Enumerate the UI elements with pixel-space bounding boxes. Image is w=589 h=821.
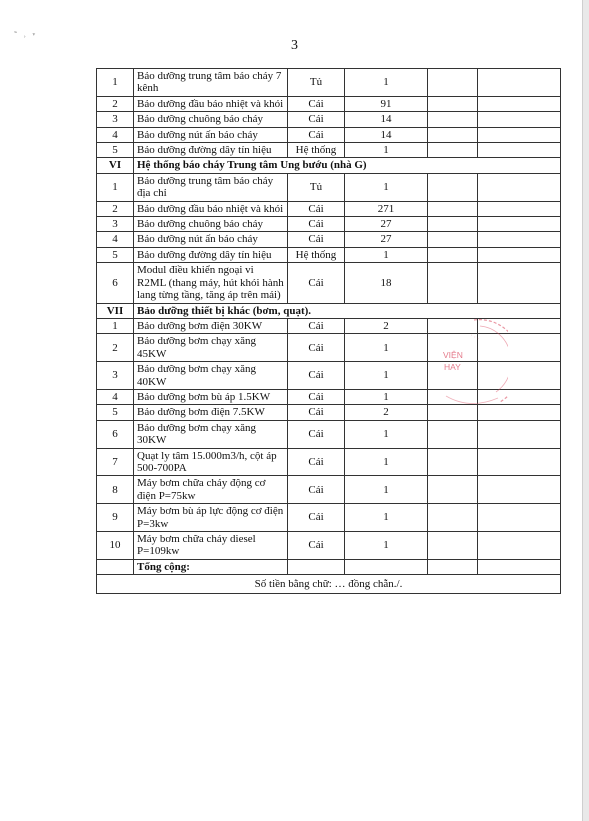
table-row [97,263,561,303]
row-number: 5 [97,247,134,262]
unit-price [428,201,478,216]
table-row [97,476,561,504]
section-title: Hệ thống báo cháy Trung tâm Ung bướu (nhà G) [134,158,561,173]
item-name: Bảo dưỡng chuông báo cháy [134,217,288,232]
item-name: Bảo dưỡng đầu báo nhiệt và khói [134,96,288,111]
unit: Tủ [288,69,345,97]
unit: Cái [288,201,345,216]
total-label: Tổng cộng: [134,559,288,574]
amount [478,112,561,127]
row-number: 2 [97,96,134,111]
item-name: Modul điều khiển ngoại vi R2ML (thang máy, hút khói hành lang từng tầng, tăng áp trên mái) [134,263,288,303]
amount [478,69,561,97]
stamp-text: HAY [444,362,461,372]
quantity: 91 [345,96,428,111]
unit-price [428,143,478,158]
unit-price [428,420,478,448]
total-empty [288,559,345,574]
red-stamp [440,318,508,410]
unit-price [428,96,478,111]
amount [478,201,561,216]
row-number: 7 [97,448,134,476]
unit-price [428,112,478,127]
amount-in-words-row [97,575,561,594]
table-row [97,532,561,560]
scan-speck: ˜ ˒ ᵛ [14,30,38,40]
row-number: 6 [97,420,134,448]
amount [478,143,561,158]
item-name: Bảo dưỡng bơm bù áp 1.5KW [134,389,288,404]
table-row [97,112,561,127]
unit: Cái [288,112,345,127]
quantity: 1 [345,476,428,504]
item-name: Bảo dưỡng trung tâm báo cháy 7 kênh [134,69,288,97]
row-number: 6 [97,263,134,303]
item-name: Bảo dưỡng chuông báo cháy [134,112,288,127]
item-name: Máy bơm chữa cháy động cơ điện P=75kw [134,476,288,504]
unit-price [428,232,478,247]
row-number: 4 [97,127,134,142]
item-name: Máy bơm chữa cháy diesel P=109kw [134,532,288,560]
unit: Cái [288,217,345,232]
amount-in-words: Số tiền bằng chữ: … đồng chẵn./. [97,575,561,594]
item-name: Bảo dưỡng đường dây tín hiệu [134,247,288,262]
stamp-text: VIỆN [443,350,463,360]
table-row [97,448,561,476]
item-name: Bảo dưỡng trung tâm báo cháy địa chỉ [134,173,288,201]
item-name: Bảo dưỡng bơm điện 7.5KW [134,405,288,420]
unit-price [428,532,478,560]
quantity: 1 [345,420,428,448]
unit-price [428,69,478,97]
item-name: Máy bơm bù áp lực động cơ điện P=3kw [134,504,288,532]
amount [478,532,561,560]
item-name: Bảo dưỡng bơm chạy xăng 40KW [134,362,288,390]
amount [478,263,561,303]
quantity: 1 [345,173,428,201]
row-number: 5 [97,143,134,158]
table-row [97,217,561,232]
row-number: 2 [97,334,134,362]
unit: Cái [288,362,345,390]
unit-price [428,247,478,262]
table-row [97,127,561,142]
unit: Cái [288,263,345,303]
item-name: Bảo dưỡng nút ấn báo cháy [134,127,288,142]
quantity: 1 [345,504,428,532]
total-empty [478,559,561,574]
table-row [97,69,561,97]
quantity: 1 [345,532,428,560]
unit: Hệ thống [288,247,345,262]
quantity: 2 [345,405,428,420]
unit: Cái [288,334,345,362]
quantity: 1 [345,448,428,476]
amount [478,476,561,504]
amount [478,420,561,448]
quantity: 1 [345,247,428,262]
item-name: Quạt ly tâm 15.000m3/h, cột áp 500-700PA [134,448,288,476]
quantity: 1 [345,362,428,390]
unit: Cái [288,389,345,404]
table-row [97,201,561,216]
unit-price [428,476,478,504]
unit: Cái [288,405,345,420]
row-number: 5 [97,405,134,420]
quantity: 1 [345,389,428,404]
unit-price [428,263,478,303]
quantity: 1 [345,334,428,362]
row-number: 1 [97,69,134,97]
item-name: Bảo dưỡng bơm chạy xăng 45KW [134,334,288,362]
amount [478,247,561,262]
section-header-row [97,158,561,173]
row-number: 3 [97,217,134,232]
row-number: 9 [97,504,134,532]
amount [478,127,561,142]
section-header-row [97,303,561,318]
unit: Cái [288,420,345,448]
unit: Cái [288,448,345,476]
item-name: Bảo dưỡng bơm điện 30KW [134,318,288,333]
unit: Cái [288,476,345,504]
item-name: Bảo dưỡng đường dây tín hiệu [134,143,288,158]
table-row [97,420,561,448]
quantity: 18 [345,263,428,303]
page-number: 3 [291,38,298,53]
row-number: 3 [97,362,134,390]
table-row [97,173,561,201]
page-edge [582,0,589,821]
section-number: VII [97,303,134,318]
unit: Tủ [288,173,345,201]
quantity: 271 [345,201,428,216]
row-number: 2 [97,201,134,216]
amount [478,96,561,111]
quantity: 27 [345,232,428,247]
quantity: 1 [345,143,428,158]
unit-price [428,504,478,532]
unit-price [428,448,478,476]
total-row [97,559,561,574]
row-number: 3 [97,112,134,127]
row-number: 8 [97,476,134,504]
unit: Cái [288,504,345,532]
quantity: 2 [345,318,428,333]
unit-price [428,173,478,201]
table-row [97,504,561,532]
row-number: 1 [97,173,134,201]
table-row [97,143,561,158]
table-row [97,232,561,247]
svg-text:· · ·: · · · [469,332,481,343]
quantity: 27 [345,217,428,232]
quantity: 14 [345,112,428,127]
table-row [97,96,561,111]
total-empty [345,559,428,574]
unit: Cái [288,232,345,247]
section-title: Bảo dưỡng thiết bị khác (bơm, quạt). [134,303,561,318]
unit-price [428,127,478,142]
unit: Cái [288,96,345,111]
unit-price [428,217,478,232]
unit: Hệ thống [288,143,345,158]
quantity: 1 [345,69,428,97]
row-number: 10 [97,532,134,560]
item-name: Bảo dưỡng đầu báo nhiệt và khói [134,201,288,216]
amount [478,504,561,532]
row-number: 4 [97,232,134,247]
table-row [97,247,561,262]
amount [478,173,561,201]
amount [478,217,561,232]
total-empty [428,559,478,574]
section-number: VI [97,158,134,173]
item-name: Bảo dưỡng bơm chạy xăng 30KW [134,420,288,448]
row-number: 1 [97,318,134,333]
total-empty [97,559,134,574]
unit: Cái [288,532,345,560]
unit: Cái [288,127,345,142]
amount [478,448,561,476]
amount [478,232,561,247]
unit: Cái [288,318,345,333]
row-number: 4 [97,389,134,404]
item-name: Bảo dưỡng nút ấn báo cháy [134,232,288,247]
quantity: 14 [345,127,428,142]
